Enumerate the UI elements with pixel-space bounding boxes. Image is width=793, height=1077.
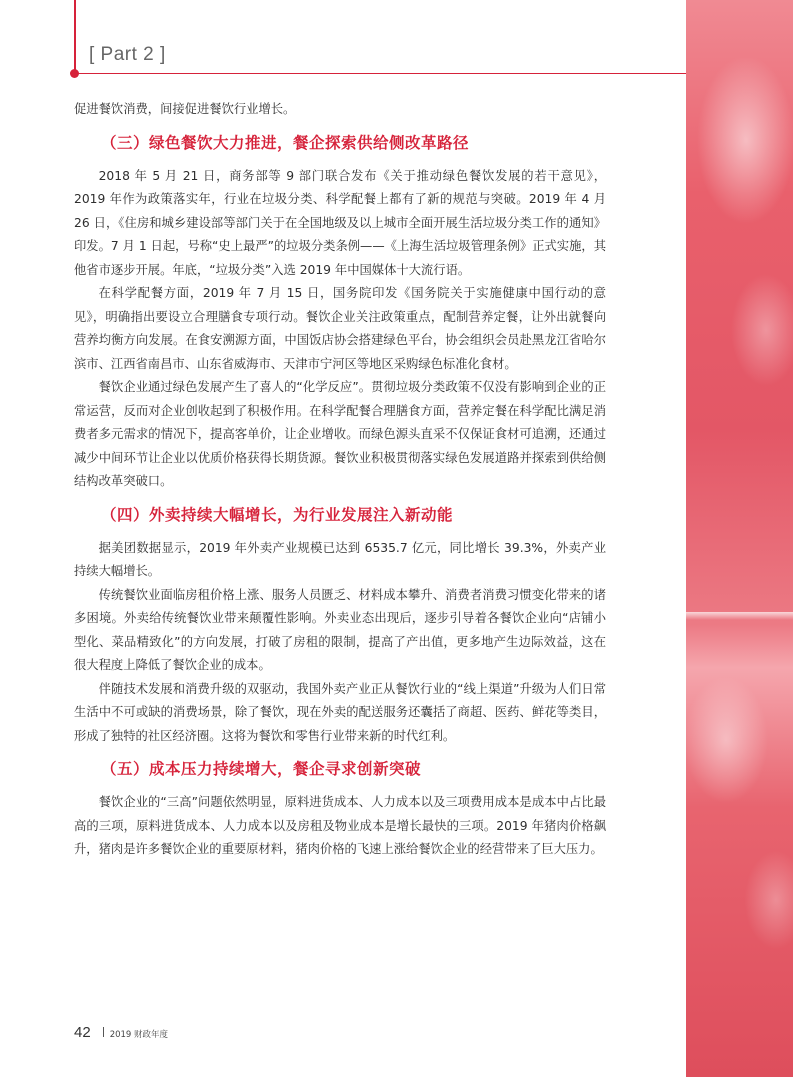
- section-3-paragraph-3: 餐饮企业通过绿色发展产生了喜人的“化学反应”。贯彻垃圾分类政策不仅没有影响到企业的正常运营，反而对企业创收起到了积极作用。在科学配餐合理膳食方面，营养定餐在科学配比满足消费者多元需求的情况下，提高客单价，让企业增收。而绿色源头直采不仅保证食材可追溯，还通过减少中间环节让企业以优质价格获得长期货源。餐饮业积极贯彻落实绿色发展道路并探索到供给侧结构改革突破口。: [74, 380, 606, 488]
- section-5-heading: （五）成本压力持续增大，餐企寻求创新突破: [101, 760, 422, 778]
- publication-title: 2019 财政年度: [109, 1030, 169, 1040]
- header-horizontal-rule: [74, 73, 686, 74]
- header-rule-dot: [70, 69, 79, 78]
- footer-separator: [103, 1027, 104, 1037]
- part-label: [ Part 2 ]: [89, 44, 166, 65]
- section-4-paragraph-2: 传统餐饮业面临房租价格上涨、服务人员匮乏、材料成本攀升、消费者消费习惯变化带来的诸多困境。外卖给传统餐饮业带来颠覆性影响。外卖业态出现后，逐步引导着各餐饮企业向“店铺小型化、菜品精致化”的方向发展，打破了房租的限制，提高了产出值，更多地产生边际效益，这在很大程度上降低了餐饮企业的成本。: [74, 587, 606, 672]
- section-3-heading: （三）绿色餐饮大力推进，餐企探索供给侧改革路径: [101, 133, 470, 152]
- intro-tail-paragraph: 促进餐饮消费，间接促进餐饮行业增长。: [74, 102, 296, 116]
- page-footer: [74, 1024, 168, 1041]
- section-3-paragraph-2: 在科学配餐方面，2019 年 7 月 15 日，国务院印发《国务院关于实施健康中国行动的意见》，明确指出要设立合理膳食专项行动。餐饮企业关注政策重点，配制营养定餐，让外出就餐向营养均衡方向发展。在食安溯源方面，中国饭店协会搭建绿色平台，协会组织会员赴黑龙江省哈尔滨市、江西省南昌市、山东省威海市、天津市宁河区等地区采购绿色标准化食材。: [74, 286, 606, 371]
- section-4-paragraph-1: 据美团数据显示，2019 年外卖产业规模已达到 6535.7 亿元，同比增长 39.3%，外卖产业持续大幅增长。: [74, 540, 606, 578]
- page-number: 42: [74, 1024, 91, 1041]
- section-4-heading: （四）外卖持续大幅增长，为行业发展注入新动能: [101, 505, 454, 524]
- article-body: [74, 98, 606, 862]
- photo-seam: [686, 612, 793, 620]
- header-vertical-rule: [74, 0, 76, 74]
- section-4-paragraph-3: 伴随技术发展和消费升级的双驱动，我国外卖产业正从餐饮行业的“线上渠道”升级为人们日常生活中不可或缺的消费场景，除了餐饮，现在外卖的配送服务还囊括了商超、医药、鲜花等类目，形成了独特的社区经济圈。这将为餐饮和零售行业带来新的时代红利。: [74, 681, 606, 743]
- decorative-photo-strip: [686, 0, 793, 1077]
- section-3-paragraph-1: 2018 年 5 月 21 日，商务部等 9 部门联合发布《关于推动绿色餐饮发展的若干意见》，2019 年作为政策落实年，行业在垃圾分类、科学配餐上都有了新的规范与突破。2019 年 4 月 26 日，《住房和城乡建设部等部门关于在全国地级及以上城市全面开展生活垃圾分类工作的通知》印发。7 月 1 日起，号称“史上最严”的垃圾分类条例——《上海生活垃圾管理条例》正式实施，其他省市逐步开展。年底，“垃圾分类”入选 2019 年中国媒体十大流行语。: [74, 168, 606, 277]
- section-5-paragraph-1: 餐饮企业的“三高”问题依然明显，原料进货成本、人力成本以及三项费用成本是成本中占比最高的三项，原料进货成本、人力成本以及房租及物业成本是增长最快的三项。2019 年猪肉价格飙升，猪肉是许多餐饮企业的重要原材料，猪肉价格的飞速上涨给餐饮企业的经营带来了巨大压力。: [74, 795, 606, 856]
